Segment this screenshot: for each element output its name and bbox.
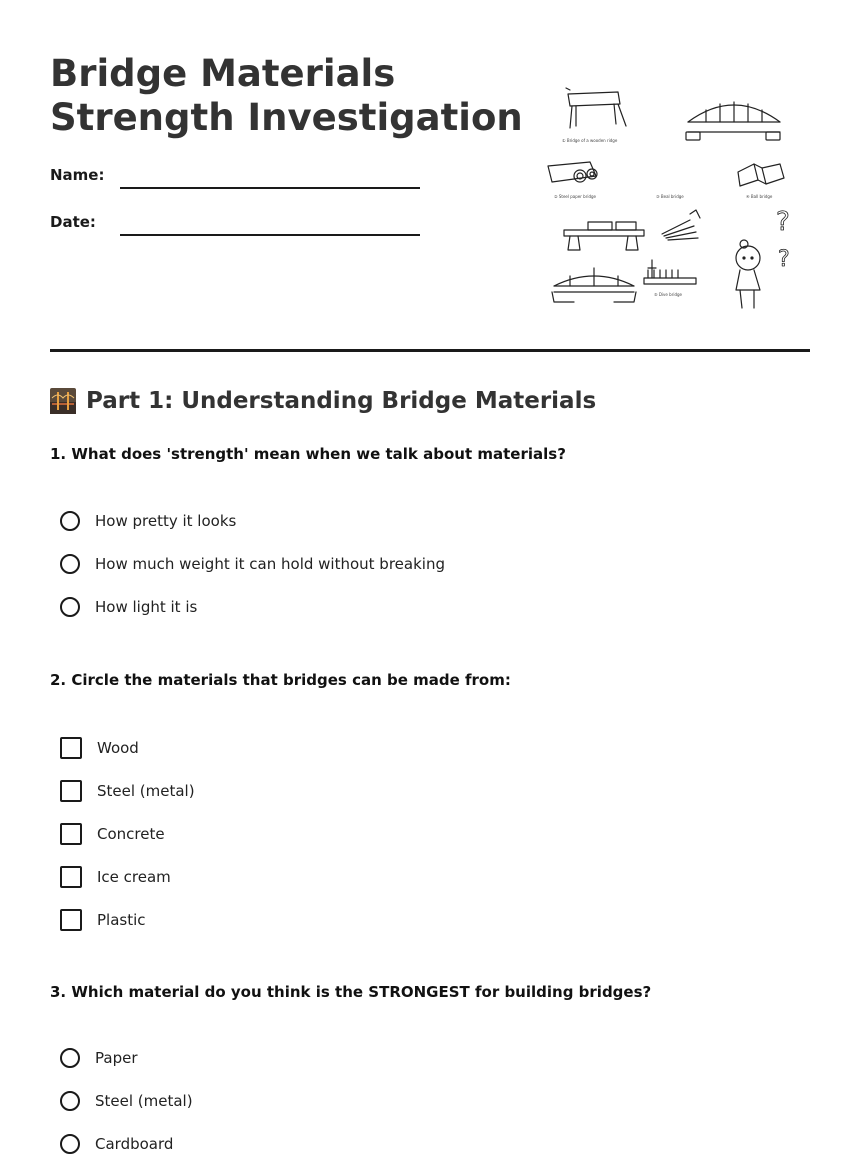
question-mark-icon: ?	[778, 247, 790, 272]
truss-bridge-drawing	[644, 260, 696, 297]
paper-roll-drawing	[548, 162, 684, 199]
option-label: Wood	[97, 739, 139, 757]
checkbox[interactable]	[60, 823, 82, 845]
svg-text:① Bridge of a wooden ridge: ① Bridge of a wooden ridge	[562, 138, 618, 143]
question-mark-icon: ?	[776, 207, 790, 237]
option-label: Ice cream	[97, 868, 171, 886]
option-label: How light it is	[95, 598, 198, 616]
svg-text:④ Ball bridge: ④ Ball bridge	[746, 194, 773, 199]
question-1: 1. What does 'strength' mean when we talk about materials?	[50, 445, 566, 463]
section-divider	[50, 349, 810, 352]
option-label: Steel (metal)	[97, 782, 195, 800]
title-line-2: Strength Investigation	[50, 96, 523, 139]
checkbox[interactable]	[60, 866, 82, 888]
checkbox[interactable]	[60, 909, 82, 931]
checkbox[interactable]	[60, 780, 82, 802]
child-figure-drawing	[736, 240, 760, 308]
option-label: Concrete	[97, 825, 165, 843]
radio-button[interactable]	[60, 511, 80, 531]
q1-option-3[interactable]	[60, 597, 197, 617]
q2-option-5[interactable]	[60, 909, 146, 931]
name-field[interactable]	[120, 187, 420, 189]
section-title-text: Part 1: Understanding Bridge Materials	[86, 388, 597, 414]
worksheet-title	[50, 52, 523, 140]
option-label: Paper	[95, 1049, 138, 1067]
q3-option-1[interactable]	[60, 1048, 137, 1068]
q2-option-3[interactable]	[60, 823, 165, 845]
svg-text:② Steel paper bridge: ② Steel paper bridge	[554, 194, 597, 199]
svg-text:⑤ Dive bridge: ⑤ Dive bridge	[654, 292, 682, 297]
name-label: Name:	[50, 166, 105, 184]
option-label: Cardboard	[95, 1135, 174, 1153]
section-heading	[50, 388, 596, 414]
q2-option-2[interactable]	[60, 780, 195, 802]
date-label: Date:	[50, 213, 96, 231]
folded-paper-drawing	[738, 164, 784, 199]
option-label: Steel (metal)	[95, 1092, 193, 1110]
q3-option-3[interactable]	[60, 1134, 173, 1154]
radio-button[interactable]	[60, 554, 80, 574]
title-line-1: Bridge Materials	[50, 52, 396, 95]
q2-option-4[interactable]	[60, 866, 171, 888]
beam-bridge-drawing	[564, 222, 644, 250]
paper-strips-drawing	[662, 210, 700, 240]
question-3: 3. Which material do you think is the STRONGEST for building bridges?	[50, 983, 652, 1001]
q1-option-2[interactable]	[60, 554, 445, 574]
option-label: Plastic	[97, 911, 146, 929]
arch-bridge-2-drawing	[552, 268, 636, 302]
question-2: 2. Circle the materials that bridges can be made from:	[50, 671, 511, 689]
q1-option-1[interactable]	[60, 511, 236, 531]
radio-button[interactable]	[60, 1091, 80, 1111]
q3-option-2[interactable]	[60, 1091, 193, 1111]
radio-button[interactable]	[60, 1048, 80, 1068]
radio-button[interactable]	[60, 597, 80, 617]
q2-option-1[interactable]	[60, 737, 139, 759]
bridges-illustration	[540, 80, 800, 315]
option-label: How much weight it can hold without breaking	[95, 555, 445, 573]
arch-bridge-drawing	[686, 102, 780, 140]
date-field[interactable]	[120, 234, 420, 236]
option-label: How pretty it looks	[95, 512, 237, 530]
radio-button[interactable]	[60, 1134, 80, 1154]
svg-text:③ Beal bridge: ③ Beal bridge	[656, 194, 684, 199]
wooden-bridge-drawing	[562, 88, 626, 143]
bridge-photo-icon	[50, 388, 76, 414]
checkbox[interactable]	[60, 737, 82, 759]
